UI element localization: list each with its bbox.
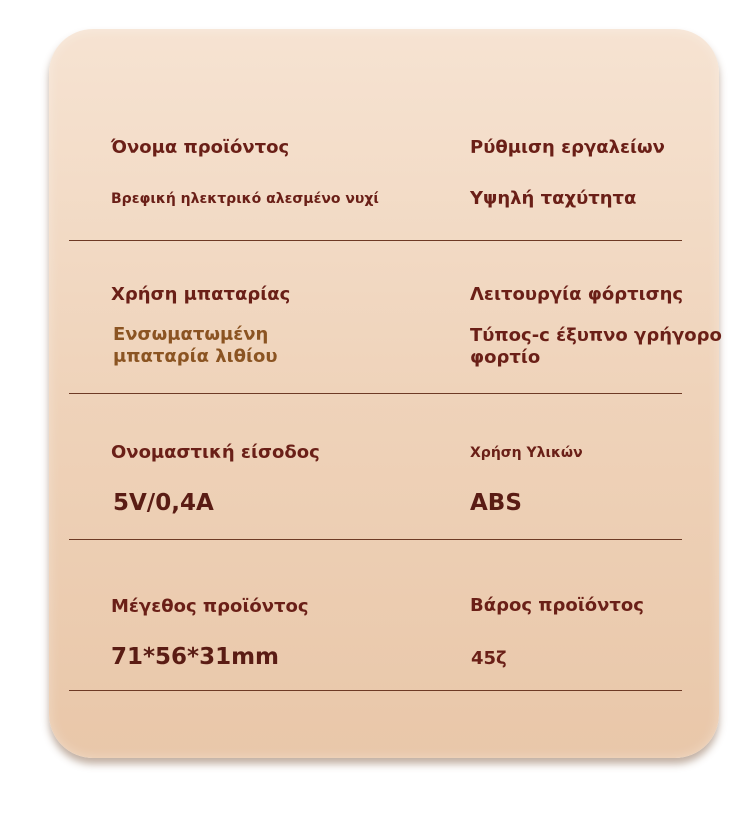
rated-input-value: 5V/0,4A <box>113 490 214 516</box>
divider <box>69 690 682 691</box>
tool-setting-value: Υψηλή ταχύτητα <box>470 188 637 209</box>
material-value: ABS <box>470 490 522 516</box>
charging-function-value-line2: φορτίο <box>470 347 541 368</box>
battery-usage-label: Χρήση μπαταρίας <box>111 284 291 305</box>
charging-function-value-line1: Τύπος-c έξυπνο γρήγορο <box>470 325 722 346</box>
divider <box>69 393 682 394</box>
product-size-label: Μέγεθος προϊόντος <box>111 596 309 617</box>
material-label: Χρήση Υλικών <box>470 445 583 461</box>
product-size-value: 71*56*31mm <box>111 644 280 670</box>
charging-function-label: Λειτουργία φόρτισης <box>470 284 684 305</box>
product-name-label: Όνομα προϊόντος <box>111 137 290 158</box>
divider <box>69 539 682 540</box>
product-weight-value: 45ζ <box>471 648 507 669</box>
battery-usage-value-line1: Ενσωματωμένη <box>113 324 269 345</box>
tool-setting-label: Ρύθμιση εργαλείων <box>470 137 665 158</box>
product-weight-label: Βάρος προϊόντος <box>470 595 644 616</box>
battery-usage-value-line2: μπαταρία λιθίου <box>113 346 278 367</box>
rated-input-label: Ονομαστική είσοδος <box>111 442 320 463</box>
divider <box>69 240 682 241</box>
product-name-value: Βρεφική ηλεκτρικό αλεσμένο νυχί <box>111 191 379 207</box>
